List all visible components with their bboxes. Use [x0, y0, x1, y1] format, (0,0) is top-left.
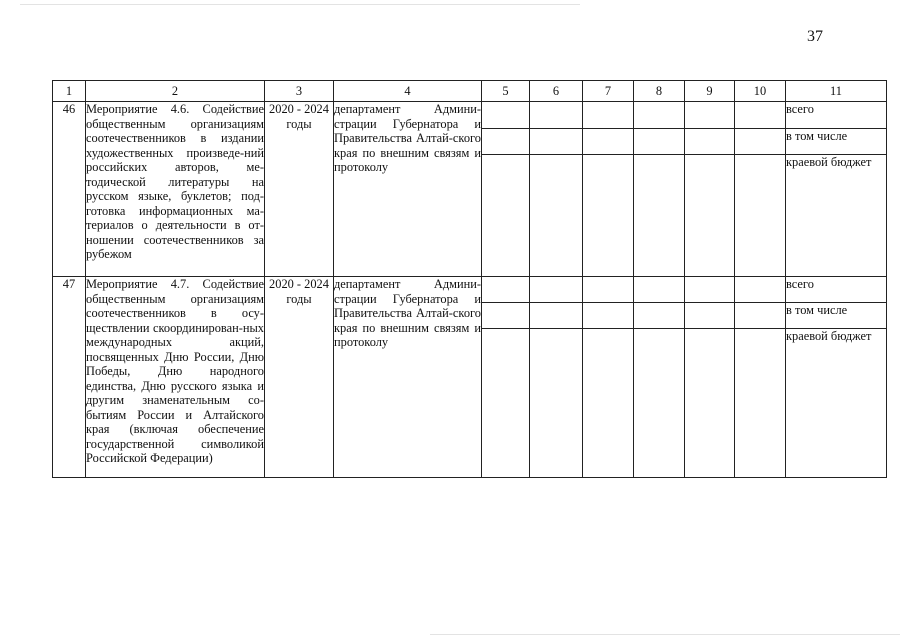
value-cell [482, 303, 530, 329]
activity-description: Мероприятие 4.7. Содействие общественным организациям соотечественников в осу-ществлении скоординирован-ных международных акций, посвященных Дню России, Дню Победы, Дню народного единства, Дню русского языка и другим знаменательным со-бытиям России и Алтайского края (включая обеспечение государственной символикой Российской Федерации) [86, 277, 265, 478]
value-cell [735, 155, 786, 277]
header-cell: 1 [53, 81, 86, 102]
value-cell [634, 102, 685, 129]
header-row [53, 81, 887, 102]
header-cell: 8 [634, 81, 685, 102]
activity-period: 2020 - 2024 годы [265, 102, 334, 277]
value-cell [583, 329, 634, 478]
financing-source: всего [786, 277, 887, 303]
value-cell [735, 277, 786, 303]
financing-source: всего [786, 102, 887, 129]
table-row [53, 102, 887, 129]
responsible-department: департамент Админи-страции Губернатора и Правительства Алтай-ского края по внешним связям и протоколу [334, 102, 482, 277]
value-cell [634, 303, 685, 329]
value-cell [685, 329, 735, 478]
header-cell: 11 [786, 81, 887, 102]
value-cell [530, 277, 583, 303]
value-cell [482, 277, 530, 303]
value-cell [634, 277, 685, 303]
value-cell [735, 102, 786, 129]
responsible-department: департамент Админи-страции Губернатора и Правительства Алтай-ского края по внешним связям и протоколу [334, 277, 482, 478]
table-row [53, 277, 887, 303]
value-cell [530, 129, 583, 155]
row-number: 46 [53, 102, 86, 277]
value-cell [634, 329, 685, 478]
value-cell [583, 277, 634, 303]
value-cell [482, 102, 530, 129]
row-number: 47 [53, 277, 86, 478]
value-cell [482, 155, 530, 277]
financing-source: краевой бюджет [786, 329, 887, 478]
value-cell [530, 303, 583, 329]
header-cell: 6 [530, 81, 583, 102]
value-cell [530, 329, 583, 478]
value-cell [583, 155, 634, 277]
value-cell [482, 329, 530, 478]
scan-artifact-bottom [430, 634, 900, 635]
value-cell [685, 277, 735, 303]
financing-source: в том числе [786, 303, 887, 329]
financing-source: краевой бюджет [786, 155, 887, 277]
value-cell [735, 329, 786, 478]
header-cell: 5 [482, 81, 530, 102]
activities-table [52, 80, 887, 478]
value-cell [685, 155, 735, 277]
value-cell [530, 102, 583, 129]
value-cell [685, 102, 735, 129]
value-cell [634, 155, 685, 277]
header-cell: 10 [735, 81, 786, 102]
value-cell [482, 129, 530, 155]
value-cell [735, 129, 786, 155]
header-cell: 3 [265, 81, 334, 102]
value-cell [583, 102, 634, 129]
scan-artifact-top [20, 4, 580, 5]
header-cell: 9 [685, 81, 735, 102]
header-cell: 7 [583, 81, 634, 102]
value-cell [634, 129, 685, 155]
value-cell [530, 155, 583, 277]
financing-source: в том числе [786, 129, 887, 155]
activity-description: Мероприятие 4.6. Содействие общественным организациям соотечественников в издании художественных произведе-ний российских авторов, ме-тодической литературы на русском языке, буклетов; под-готовка информационных ма-териалов о деятельности в от-ношении соотечественников за рубежом [86, 102, 265, 277]
value-cell [583, 129, 634, 155]
value-cell [685, 129, 735, 155]
value-cell [583, 303, 634, 329]
value-cell [685, 303, 735, 329]
page-number: 37 [807, 28, 823, 45]
header-cell: 2 [86, 81, 265, 102]
activity-period: 2020 - 2024 годы [265, 277, 334, 478]
value-cell [735, 303, 786, 329]
header-cell: 4 [334, 81, 482, 102]
